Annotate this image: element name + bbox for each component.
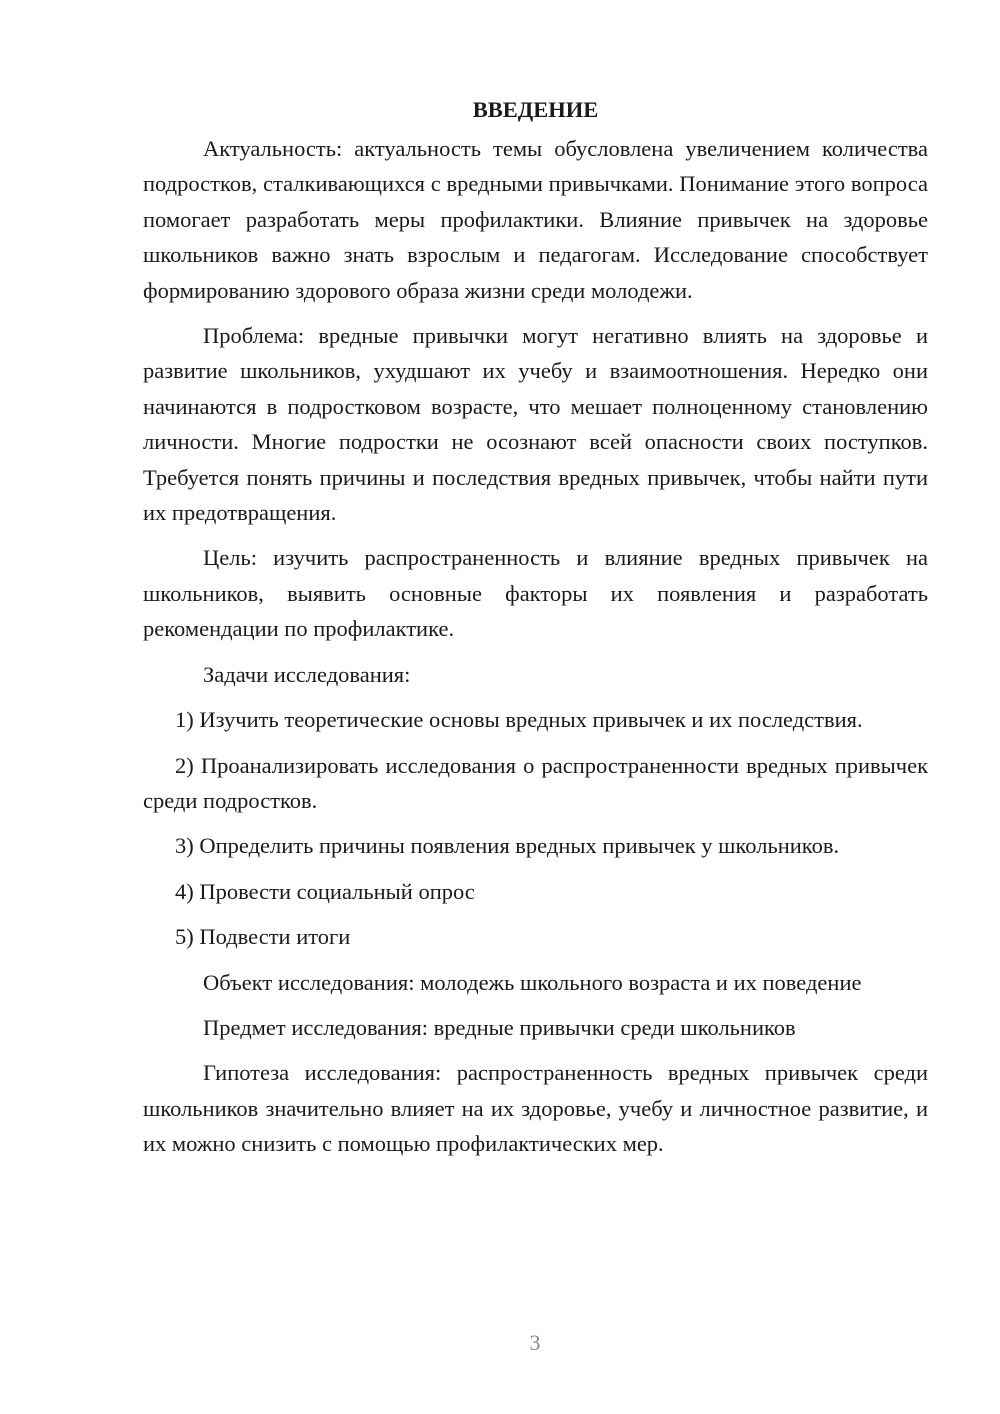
- hypothesis-paragraph: Гипотеза исследования: распространенность вредных привычек среди школьников значительно влияет на их здоровье, учебу и личностное развитие, и их можно снизить с помощью профилактических мер.: [143, 1060, 928, 1157]
- page-number: 3: [529, 1330, 541, 1355]
- task-item: 2) Проанализировать исследования о распространенности вредных привычек среди подростков.: [143, 752, 928, 813]
- page-content: [143, 92, 928, 1172]
- task-item: 3) Определить причины появления вредных привычек у школьников.: [175, 833, 840, 859]
- task-item: 5) Подвести итоги: [175, 924, 351, 950]
- relevance-paragraph: Актуальность: актуальность темы обусловлена увеличением количества подростков, сталкивающихся с вредными привычками. Понимание этого вопроса помогает разработать меры профилактики. Влияние привычек на здоровье школьников важно знать взрослым и педагогам. Исследование способствует формированию здорового образа жизни среди молодежи.: [143, 136, 928, 303]
- subject-paragraph: Предмет исследования: вредные привычки среди школьников: [203, 1014, 796, 1040]
- tasks-heading: Задачи исследования:: [203, 661, 411, 687]
- object-paragraph: Объект исследования: молодежь школьного возраста и их поведение: [203, 969, 862, 995]
- section-heading: ВВЕДЕНИЕ: [472, 97, 599, 122]
- problem-paragraph: Проблема: вредные привычки могут негативно влиять на здоровье и развитие школьников, ухудшают их учебу и взаимоотношения. Нередко они начинаются в подростковом возрасте, что мешает полноценному становлению личности. Многие подростки не осознают всей опасности своих поступков. Требуется понять причины и последствия вредных привычек, чтобы найти пути их предотвращения.: [143, 323, 928, 526]
- task-item: 1) Изучить теоретические основы вредных привычек и их последствия.: [175, 707, 863, 733]
- goal-paragraph: Цель: изучить распространенность и влияние вредных привычек на школьников, выявить основные факторы их появления и разработать рекомендации по профилактике.: [143, 545, 928, 642]
- task-item: 4) Провести социальный опрос: [175, 878, 475, 904]
